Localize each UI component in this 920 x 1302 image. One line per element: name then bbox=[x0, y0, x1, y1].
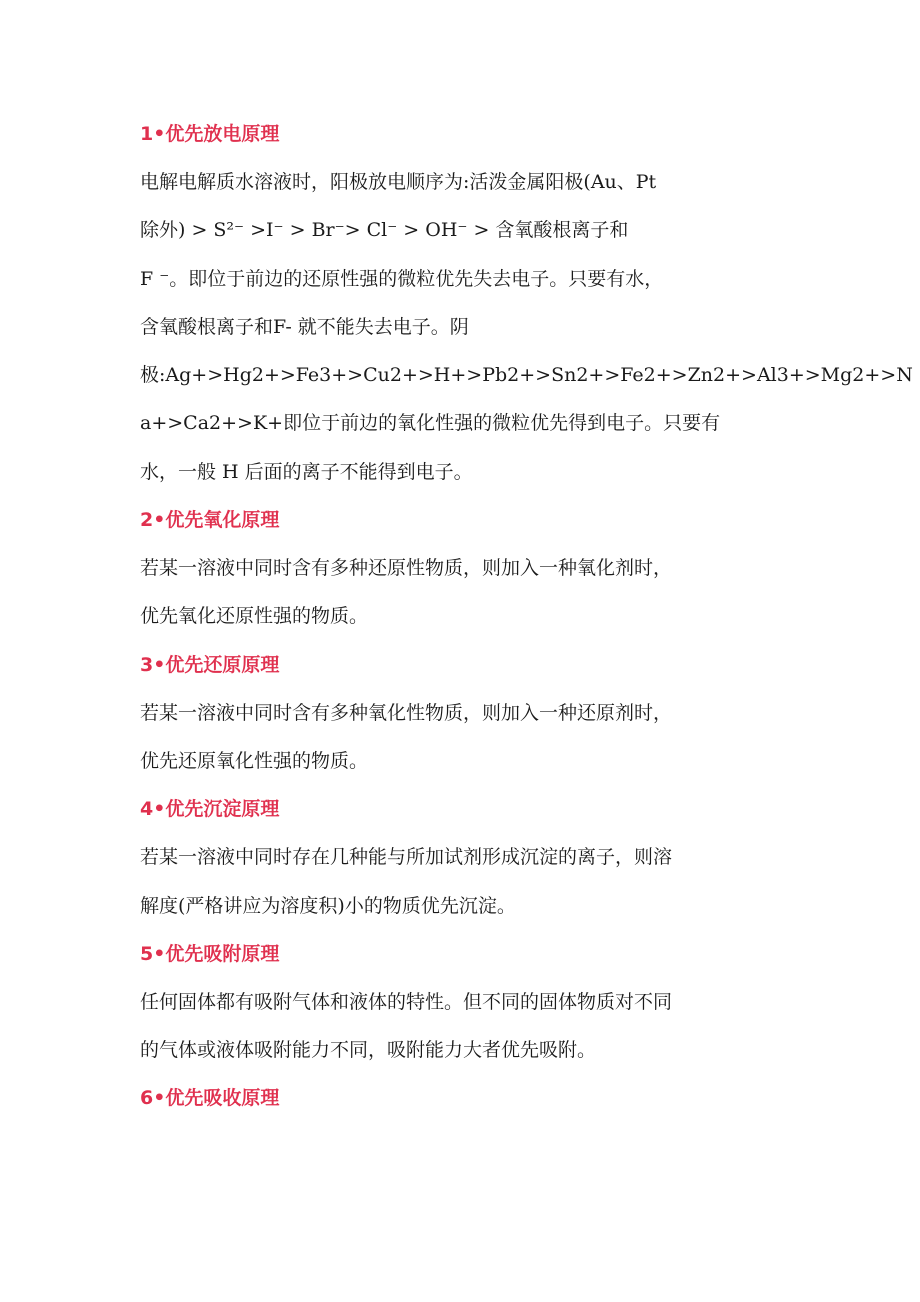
section-5-heading: 5•优先吸附原理 bbox=[140, 942, 280, 965]
section-6-heading: 6•优先吸收原理 bbox=[140, 1087, 280, 1110]
body-line: 除外) > S²⁻ >I⁻ > Br⁻> Cl⁻ > OH⁻ > 含氧酸根离子和 bbox=[140, 219, 629, 242]
section-2-heading: 2•优先氧化原理 bbox=[140, 509, 280, 532]
body-line: 若某一溶液中同时存在几种能与所加试剂形成沉淀的离子，则溶 bbox=[140, 846, 673, 869]
body-line: 若某一溶液中同时含有多种还原性物质，则加入一种氧化剂时， bbox=[140, 557, 673, 580]
section-1-heading: 1•优先放电原理 bbox=[140, 123, 280, 145]
section-2-body bbox=[140, 544, 790, 641]
body-line: 的气体或液体吸附能力不同，吸附能力大者优先吸附。 bbox=[140, 1039, 597, 1062]
body-line: 解度(严格讲应为溶度积)小的物质优先沉淀。 bbox=[140, 894, 516, 917]
section-5-body bbox=[140, 978, 790, 1075]
body-line: a+>Ca2+>K+即位于前边的氧化性强的微粒优先得到电子。只要有 bbox=[140, 412, 721, 435]
section-3-body bbox=[140, 689, 790, 786]
body-line: 优先还原氧化性强的物质。 bbox=[140, 749, 369, 772]
section-1-body bbox=[140, 158, 913, 496]
body-line: F ⁻。即位于前边的还原性强的微粒优先失去电子。只要有水， bbox=[140, 267, 664, 290]
section-3-heading: 3•优先还原原理 bbox=[140, 653, 280, 676]
body-line: 电解电解质水溶液时，阳极放电顺序为:活泼金属阳极(Au、Pt bbox=[140, 171, 657, 193]
body-line: 优先氧化还原性强的物质。 bbox=[140, 605, 369, 628]
body-line: 水，一般 H 后面的离子不能得到电子。 bbox=[140, 460, 473, 483]
section-4-body bbox=[140, 833, 790, 930]
body-line: 任何固体都有吸附气体和液体的特性。但不同的固体物质对不同 bbox=[140, 990, 673, 1013]
body-line: 含氧酸根离子和F- 就不能失去电子。阴 bbox=[140, 315, 469, 338]
section-4-heading: 4•优先沉淀原理 bbox=[140, 798, 280, 821]
body-line: 极:Ag+>Hg2+>Fe3+>Cu2+>H+>Pb2+>Sn2+>Fe2+>Zn2+>Al3+>Mg2+>N bbox=[140, 364, 913, 387]
body-line: 若某一溶液中同时含有多种氧化性物质，则加入一种还原剂时， bbox=[140, 701, 673, 724]
document-body bbox=[140, 110, 913, 1122]
